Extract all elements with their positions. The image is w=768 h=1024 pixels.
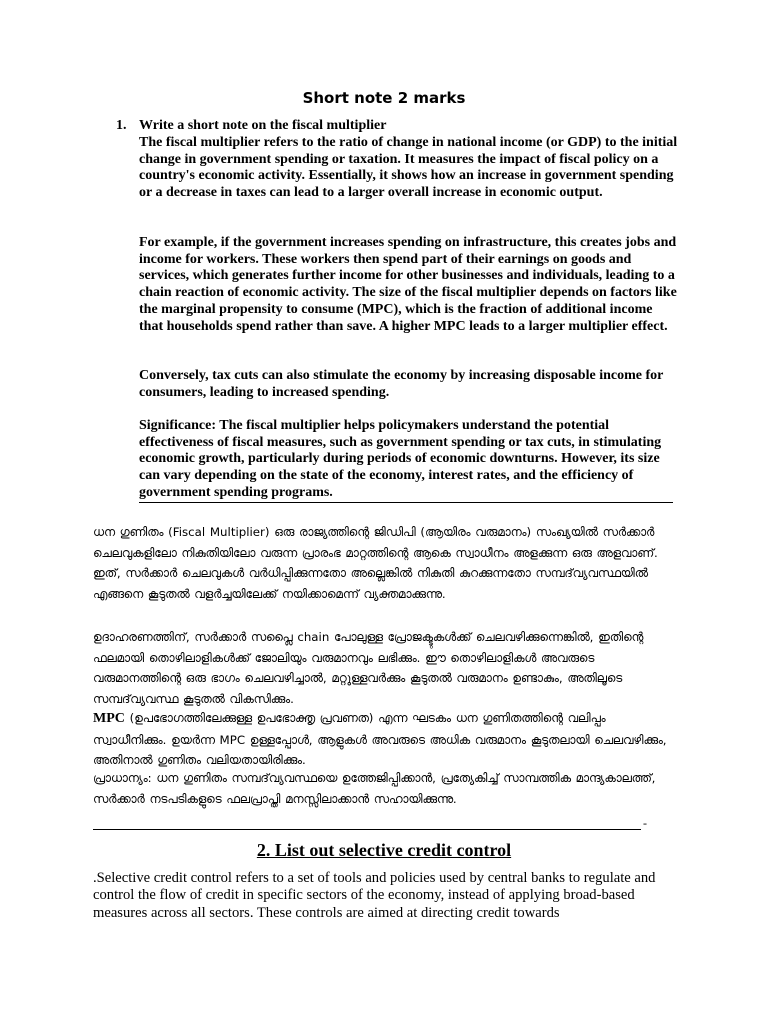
question-1-paragraph-3: Conversely, tax cuts can also stimulate the economy by increasing disposable income for consumers, leading to increased spending.	[139, 368, 664, 400]
malayalam-paragraph-1: ധന ഗുണിതം (Fiscal Multiplier) ഒരു രാജ്യത്തിന്റെ ജിഡിപി (ആയിരം വരുമാനം) സംഖ്യയിൽ സർക്കാർ ചെലവുകളിലോ നികുതിയിലോ വരുന്ന പ്രാരംഭ മാറ്റത്തിന്റെ ആകെ സ്വാധീനം അളക്കുന്ന ഒരു അളവാണ്. ഇത്, സർക്കാർ ചെലവുകൾ വർധിപ്പിക്കുന്നതോ അല്ലെങ്കിൽ നികുതി കുറക്കുന്നതോ സമ്പദ്‌വ്യവസ്ഥയിൽ എങ്ങനെ കൂടുതൽ വളർച്ചയിലേക്ക് നയിക്കാമെന്ന് വ്യക്തമാക്കുന്നു.	[93, 525, 658, 601]
section-divider	[139, 502, 673, 503]
malayalam-paragraph-3	[93, 708, 683, 771]
question-2-paragraph-1: .Selective credit control refers to a set of tools and policies used by central banks to regulate and control the flow of credit in specific sectors of the economy, instead of applying broad-based measures across all sectors. These controls are aimed at directing credit towards	[93, 870, 656, 921]
malayalam-paragraph-2: ഉദാഹരണത്തിന്, സർക്കാർ സപ്ലൈ chain പോലുള്ള പ്രോജക്ടുകൾക്ക് ചെലവഴിക്കുന്നെങ്കിൽ, ഇതിന്റെ ഫലമായി തൊഴിലാളികൾക്ക് ജോലിയും വരുമാനവും ലഭിക്കും. ഈ തൊഴിലാളികൾ അവരുടെ വരുമാനത്തിന്റെ ഒരു ഭാഗം ചെലവഴിച്ചാൽ, മറ്റുള്ളവർക്കും കൂടുതൽ വരുമാനം ഉണ്ടാകും, അതിലൂടെ സമ്പദ്‌വ്യവസ്ഥ കൂടുതൽ വികസിക്കും.	[93, 630, 644, 706]
question-2-heading: 2. List out selective credit control	[256, 840, 512, 860]
malayalam-paragraph-4: പ്രാധാന്യം: ധന ഗുണിതം സമ്പദ്‌വ്യവസ്ഥയെ ഉത്തേജിപ്പിക്കാൻ, പ്രത്യേകിച്ച് സാമ്പത്തിക മാന്ദ്യകാലത്ത്, സർക്കാർ നടപടികളുടെ ഫലപ്രാപ്തി മനസ്സിലാക്കാൻ സഹായിക്കുന്നു.	[93, 771, 656, 806]
question-1-paragraph-4: Significance: The fiscal multiplier helps policymakers understand the potential effectiveness of fiscal measures, such as government spending or tax cuts, in stimulating economic growth, particularly during periods of economic downturns. However, its size can vary depending on the state of the economy, interest rates, and the efficiency of government spending programs.	[139, 418, 662, 500]
malayalam-paragraph-3-text: (ഉപഭോഗത്തിലേക്കുള്ള ഉപഭോക്തൃ പ്രവണത) എന്ന ഘടകം ധന ഗുണിതത്തിന്റെ വലിപ്പം സ്വാധീനിക്കും. ഉയർന്ന MPC ഉള്ളപ്പോൾ, ആളുകൾ അവരുടെ അധിക വരുമാനം കൂടുതലായി ചെലവഴിക്കും, അതിനാൽ ഗുണിതം വലിയതായിരിക്കും.	[93, 711, 667, 767]
question-1-number: 1.	[116, 118, 127, 133]
page-heading: Short note 2 marks	[302, 89, 466, 107]
answer-end-rule	[93, 829, 641, 830]
question-1-paragraph-2: For example, if the government increases spending on infrastructure, this creates jobs and income for workers. These workers then spend part of their earnings on goods and services, which generates further income for other businesses and individuals, leading to a chain reaction of economic activity. The size of the fiscal multiplier depends on factors like the marginal propensity to consume (MPC), which is the fraction of additional income that households spend rather than save. A higher MPC leads to a larger multiplier effect.	[139, 235, 677, 334]
mpc-term: MPC	[93, 711, 125, 726]
question-1-paragraph-1: The fiscal multiplier refers to the ratio of change in national income (or GDP) to the initial change in government spending or taxation. It measures the impact of fiscal policy on a country's economic activity. Essentially, it shows how an increase in government spending or a decrease in taxes can lead to a larger overall increase in economic output.	[139, 135, 678, 201]
question-1-title: Write a short note on the fiscal multiplier	[139, 118, 387, 133]
answer-end-dash: -	[643, 816, 647, 830]
